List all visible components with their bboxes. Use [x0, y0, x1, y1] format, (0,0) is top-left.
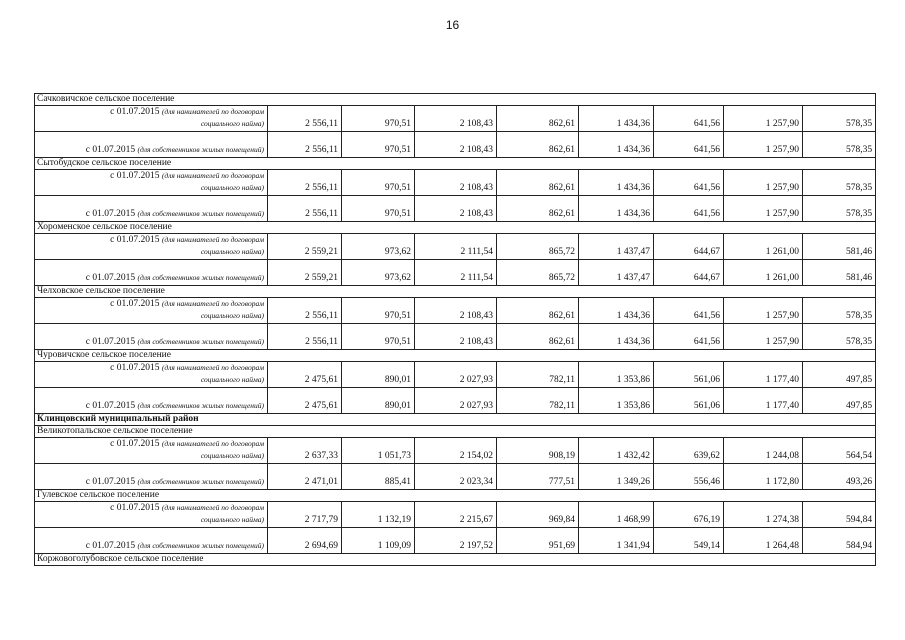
- tariff-value-cell: 2 556,11: [268, 106, 342, 132]
- row-label: [35, 528, 268, 554]
- tariff-value-cell: 865,72: [497, 260, 579, 286]
- tariff-value-cell: 862,61: [497, 298, 579, 324]
- row-note: (для собственников жилых помещений): [137, 477, 264, 486]
- tariff-value-cell: 1 177,40: [724, 388, 803, 414]
- tariff-row: [35, 234, 876, 260]
- tariff-value-cell: 1 434,36: [579, 324, 654, 350]
- tariff-value-cell: 862,61: [497, 324, 579, 350]
- tariff-value-cell: 578,35: [803, 298, 876, 324]
- tariff-value-cell: 1 172,80: [724, 464, 803, 490]
- row-label: [35, 324, 268, 350]
- settlement-title: Хороменское сельское поселение: [35, 222, 876, 234]
- tariff-value-cell: 970,51: [342, 106, 415, 132]
- tariff-value-cell: 1 257,90: [724, 196, 803, 222]
- tariff-row: [35, 298, 876, 324]
- tariff-value-cell: 782,11: [497, 362, 579, 388]
- row-date: с 01.07.2015: [85, 145, 136, 155]
- tariff-value-cell: 578,35: [803, 132, 876, 158]
- tariff-value-cell: 1 353,86: [579, 388, 654, 414]
- tariff-value-cell: 2 471,01: [268, 464, 342, 490]
- tariff-value-cell: 2 637,33: [268, 438, 342, 464]
- tariff-value-cell: 641,56: [654, 324, 724, 350]
- tariff-row: [35, 132, 876, 158]
- row-date: с 01.07.2015: [110, 363, 160, 373]
- row-note: социального найма): [200, 119, 264, 128]
- tariff-value-cell: 970,51: [342, 324, 415, 350]
- tariff-value-cell: 1 274,38: [724, 502, 803, 528]
- tariff-value-cell: 556,46: [654, 464, 724, 490]
- tariff-value-cell: 641,56: [654, 196, 724, 222]
- row-label: [35, 106, 268, 132]
- tariff-value-cell: 578,35: [803, 106, 876, 132]
- tariff-value-cell: 676,19: [654, 502, 724, 528]
- row-note: (для нанимателей по договорам: [161, 171, 264, 180]
- row-note: (для нанимателей по договорам: [161, 299, 264, 308]
- tariff-value-cell: 1 353,86: [579, 362, 654, 388]
- tariff-value-cell: 885,41: [342, 464, 415, 490]
- tariff-value-cell: 782,11: [497, 388, 579, 414]
- tariff-value-cell: 970,51: [342, 298, 415, 324]
- tariff-row: [35, 502, 876, 528]
- settlement-header-row: [35, 350, 876, 362]
- district-title: Клинцовский муниципальный район: [35, 414, 876, 426]
- row-note: социального найма): [200, 183, 264, 192]
- tariff-value-cell: 970,51: [342, 170, 415, 196]
- settlement-title: Великотопальское сельское поселение: [35, 426, 876, 438]
- settlement-header-row: [35, 426, 876, 438]
- row-date: с 01.07.2015: [85, 337, 136, 347]
- tariff-row: [35, 362, 876, 388]
- tariff-value-cell: 1 244,08: [724, 438, 803, 464]
- tariff-value-cell: 644,67: [654, 260, 724, 286]
- tariff-value-cell: 644,67: [654, 234, 724, 260]
- tariff-value-cell: 973,62: [342, 260, 415, 286]
- row-date: с 01.07.2015: [110, 503, 160, 513]
- tariff-value-cell: 1 261,00: [724, 260, 803, 286]
- tariff-value-cell: 970,51: [342, 132, 415, 158]
- settlement-header-row: [35, 222, 876, 234]
- tariff-value-cell: 2 475,61: [268, 362, 342, 388]
- row-label: [35, 196, 268, 222]
- tariff-value-cell: 1 434,36: [579, 106, 654, 132]
- tariff-value-cell: 2 556,11: [268, 298, 342, 324]
- row-date: с 01.07.2015: [110, 235, 160, 245]
- tariff-value-cell: 1 341,94: [579, 528, 654, 554]
- row-date: с 01.07.2015: [85, 401, 136, 411]
- tariff-value-cell: 641,56: [654, 298, 724, 324]
- tariff-value-cell: 1 257,90: [724, 170, 803, 196]
- tariff-value-cell: 578,35: [803, 170, 876, 196]
- row-label: [35, 438, 268, 464]
- tariff-value-cell: 578,35: [803, 196, 876, 222]
- row-note: (для нанимателей по договорам: [161, 363, 264, 372]
- settlement-title: Сытобудское сельское поселение: [35, 158, 876, 170]
- row-note: (для собственников жилых помещений): [137, 541, 264, 550]
- tariff-value-cell: 890,01: [342, 388, 415, 414]
- row-label: [35, 362, 268, 388]
- row-note: (для нанимателей по договорам: [161, 107, 264, 116]
- tariff-table-body: [35, 94, 876, 566]
- tariff-value-cell: 2 027,93: [415, 388, 497, 414]
- tariff-value-cell: 564,54: [803, 438, 876, 464]
- row-date: с 01.07.2015: [110, 107, 160, 117]
- tariff-value-cell: 1 349,26: [579, 464, 654, 490]
- row-date: с 01.07.2015: [110, 171, 160, 181]
- tariff-table: [34, 93, 876, 566]
- row-note: (для собственников жилых помещений): [137, 401, 264, 410]
- tariff-value-cell: 2 154,02: [415, 438, 497, 464]
- row-note: (для нанимателей по договорам: [161, 439, 264, 448]
- tariff-value-cell: 1 434,36: [579, 132, 654, 158]
- settlement-title: Сачковичское сельское поселение: [35, 94, 876, 106]
- row-note: (для нанимателей по договорам: [161, 235, 264, 244]
- tariff-value-cell: 2 111,54: [415, 234, 497, 260]
- settlement-title: Чуровичское сельское поселение: [35, 350, 876, 362]
- tariff-row: [35, 528, 876, 554]
- tariff-value-cell: 639,62: [654, 438, 724, 464]
- tariff-value-cell: 1 257,90: [724, 324, 803, 350]
- tariff-value-cell: 2 215,67: [415, 502, 497, 528]
- tariff-value-cell: 969,84: [497, 502, 579, 528]
- tariff-value-cell: 951,69: [497, 528, 579, 554]
- row-label: [35, 502, 268, 528]
- tariff-value-cell: 2 023,34: [415, 464, 497, 490]
- row-label: [35, 132, 268, 158]
- tariff-value-cell: 2 108,43: [415, 196, 497, 222]
- tariff-value-cell: 1 261,00: [724, 234, 803, 260]
- row-date: с 01.07.2015: [85, 209, 136, 219]
- tariff-value-cell: 581,46: [803, 234, 876, 260]
- tariff-value-cell: 1 264,48: [724, 528, 803, 554]
- row-date: с 01.07.2015: [110, 299, 160, 309]
- tariff-value-cell: 1 177,40: [724, 362, 803, 388]
- tariff-value-cell: 594,84: [803, 502, 876, 528]
- tariff-value-cell: 2 108,43: [415, 170, 497, 196]
- tariff-row: [35, 106, 876, 132]
- settlement-header-row: [35, 554, 876, 566]
- settlement-title: Гулевское сельское поселение: [35, 490, 876, 502]
- tariff-value-cell: 1 434,36: [579, 298, 654, 324]
- tariff-value-cell: 1 432,42: [579, 438, 654, 464]
- tariff-value-cell: 1 257,90: [724, 106, 803, 132]
- tariff-value-cell: 2 108,43: [415, 132, 497, 158]
- tariff-value-cell: 2 556,11: [268, 324, 342, 350]
- tariff-value-cell: 908,19: [497, 438, 579, 464]
- tariff-value-cell: 584,94: [803, 528, 876, 554]
- tariff-value-cell: 497,85: [803, 362, 876, 388]
- tariff-value-cell: 2 559,21: [268, 260, 342, 286]
- tariff-value-cell: 862,61: [497, 106, 579, 132]
- tariff-value-cell: 862,61: [497, 196, 579, 222]
- tariff-row: [35, 324, 876, 350]
- tariff-row: [35, 170, 876, 196]
- row-note: (для собственников жилых помещений): [137, 209, 264, 218]
- tariff-value-cell: 561,06: [654, 388, 724, 414]
- row-date: с 01.07.2015: [85, 273, 136, 283]
- row-date: с 01.07.2015: [110, 439, 160, 449]
- tariff-value-cell: 2 027,93: [415, 362, 497, 388]
- row-label: [35, 464, 268, 490]
- row-label: [35, 234, 268, 260]
- row-label: [35, 260, 268, 286]
- tariff-value-cell: 1 132,19: [342, 502, 415, 528]
- tariff-value-cell: 2 694,69: [268, 528, 342, 554]
- tariff-value-cell: 890,01: [342, 362, 415, 388]
- tariff-value-cell: 2 556,11: [268, 196, 342, 222]
- tariff-value-cell: 497,85: [803, 388, 876, 414]
- tariff-value-cell: 2 556,11: [268, 132, 342, 158]
- row-note: (для собственников жилых помещений): [137, 145, 264, 154]
- row-label: [35, 170, 268, 196]
- tariff-value-cell: 561,06: [654, 362, 724, 388]
- row-note: социального найма): [200, 311, 264, 320]
- tariff-value-cell: 2 197,52: [415, 528, 497, 554]
- row-note: социального найма): [200, 451, 264, 460]
- tariff-row: [35, 388, 876, 414]
- row-date: с 01.07.2015: [85, 541, 136, 551]
- row-label: [35, 298, 268, 324]
- tariff-value-cell: 2 108,43: [415, 324, 497, 350]
- tariff-value-cell: 2 559,21: [268, 234, 342, 260]
- tariff-value-cell: 862,61: [497, 132, 579, 158]
- row-note: социального найма): [200, 247, 264, 256]
- tariff-value-cell: 2 111,54: [415, 260, 497, 286]
- tariff-value-cell: 973,62: [342, 234, 415, 260]
- row-label: [35, 388, 268, 414]
- settlement-header-row: [35, 158, 876, 170]
- tariff-value-cell: 2 475,61: [268, 388, 342, 414]
- tariff-value-cell: 549,14: [654, 528, 724, 554]
- tariff-value-cell: 578,35: [803, 324, 876, 350]
- tariff-value-cell: 1 257,90: [724, 298, 803, 324]
- row-note: социального найма): [200, 375, 264, 384]
- tariff-value-cell: 777,51: [497, 464, 579, 490]
- row-note: (для собственников жилых помещений): [137, 337, 264, 346]
- tariff-row: [35, 260, 876, 286]
- tariff-value-cell: 581,46: [803, 260, 876, 286]
- row-note: (для нанимателей по договорам: [161, 503, 264, 512]
- district-header-row: [35, 414, 876, 426]
- row-note: социального найма): [200, 515, 264, 524]
- tariff-value-cell: 641,56: [654, 106, 724, 132]
- tariff-value-cell: 641,56: [654, 170, 724, 196]
- tariff-value-cell: 865,72: [497, 234, 579, 260]
- tariff-value-cell: 2 108,43: [415, 106, 497, 132]
- tariff-row: [35, 464, 876, 490]
- tariff-value-cell: 1 434,36: [579, 196, 654, 222]
- tariff-value-cell: 1 257,90: [724, 132, 803, 158]
- tariff-value-cell: 1 437,47: [579, 234, 654, 260]
- tariff-value-cell: 493,26: [803, 464, 876, 490]
- tariff-value-cell: 2 108,43: [415, 298, 497, 324]
- settlement-header-row: [35, 94, 876, 106]
- tariff-value-cell: 1 109,09: [342, 528, 415, 554]
- tariff-value-cell: 862,61: [497, 170, 579, 196]
- tariff-value-cell: 1 437,47: [579, 260, 654, 286]
- tariff-value-cell: 1 434,36: [579, 170, 654, 196]
- page-number: 16: [445, 18, 460, 32]
- row-note: (для собственников жилых помещений): [137, 273, 264, 282]
- settlement-header-row: [35, 490, 876, 502]
- tariff-row: [35, 438, 876, 464]
- tariff-value-cell: 1 468,99: [579, 502, 654, 528]
- settlement-header-row: [35, 286, 876, 298]
- settlement-title: Коржовоголубовское сельское поселение: [35, 554, 876, 566]
- tariff-value-cell: 970,51: [342, 196, 415, 222]
- tariff-value-cell: 641,56: [654, 132, 724, 158]
- tariff-value-cell: 2 556,11: [268, 170, 342, 196]
- tariff-row: [35, 196, 876, 222]
- row-date: с 01.07.2015: [85, 477, 136, 487]
- tariff-value-cell: 2 717,79: [268, 502, 342, 528]
- settlement-title: Челховское сельское поселение: [35, 286, 876, 298]
- tariff-value-cell: 1 051,73: [342, 438, 415, 464]
